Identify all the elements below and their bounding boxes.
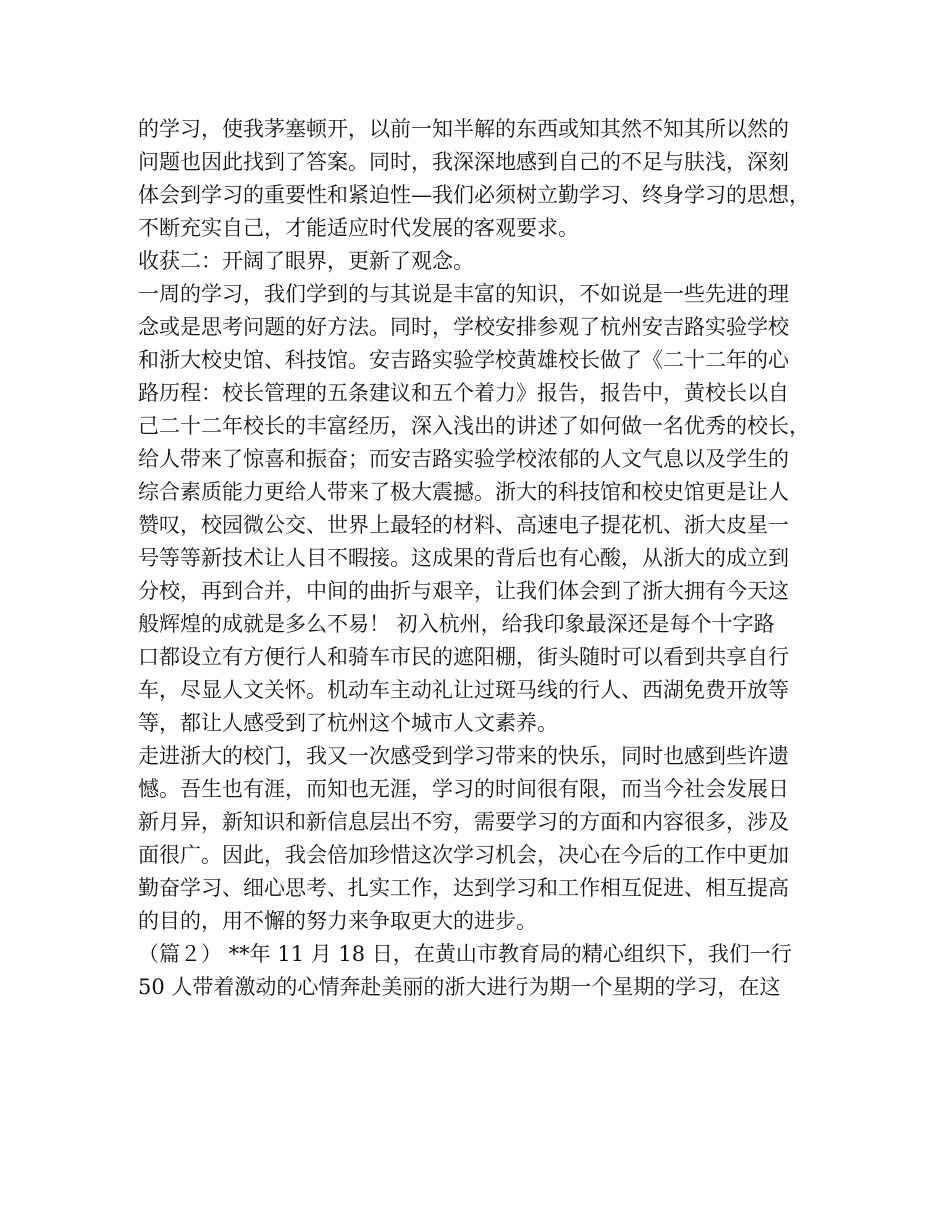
text-line: 等，都让人感受到了杭州这个城市人文素养。 <box>138 711 558 735</box>
paragraph-1 <box>138 113 822 245</box>
paragraph-5 <box>138 938 822 1004</box>
text-line: 问题也因此找到了答案。同时，我深深地感到自己的不足与肤浅，深刻 <box>138 150 789 174</box>
text-line: 己二十二年校长的丰富经历，深入浅出的讲述了如何做一名优秀的校长， <box>138 414 810 438</box>
text-line: 勤奋学习、细心思考、扎实工作，达到学习和工作相互促进、相互提高 <box>138 876 789 900</box>
text-line: 综合素质能力更给人带来了极大震撼。浙大的科技馆和校史馆更是让人 <box>138 480 789 504</box>
document-body <box>138 113 822 1004</box>
text-line: 和浙大校史馆、科技馆。安吉路实验学校黄雄校长做了《二十二年的心 <box>138 348 789 372</box>
text-line: （篇２） **年 11 月 18 日，在黄山市教育局的精心组织下，我们一行 <box>138 942 792 966</box>
text-line: 的学习，使我茅塞顿开，以前一知半解的东西或知其然不知其所以然的 <box>138 117 789 141</box>
paragraph-3 <box>138 278 822 740</box>
text-line: 口都设立有方便行人和骑车市民的遮阳棚，街头随时可以看到共享自行 <box>138 645 789 669</box>
text-line: 收获二：开阔了眼界，更新了观念。 <box>138 249 474 273</box>
text-line: 号等等新技术让人目不暇接。这成果的背后也有心酸，从浙大的成立到 <box>138 546 789 570</box>
text-line: 50 人带着激动的心情奔赴美丽的浙大进行为期一个星期的学习，在这 <box>138 975 781 999</box>
text-line: 给人带来了惊喜和振奋；而安吉路实验学校浓郁的人文气息以及学生的 <box>138 447 789 471</box>
text-line: 路历程：校长管理的五条建议和五个着力》报告，报告中，黄校长以自 <box>138 381 789 405</box>
text-line: 车，尽显人文关怀。机动车主动礼让过斑马线的行人、西湖免费开放等 <box>138 678 789 702</box>
text-line: 走进浙大的校门，我又一次感受到学习带来的快乐，同时也感到些许遗 <box>138 744 789 768</box>
text-line: 新月异，新知识和新信息层出不穷，需要学习的方面和内容很多，涉及 <box>138 810 789 834</box>
text-line: 念或是思考问题的好方法。同时，学校安排参观了杭州安吉路实验学校 <box>138 315 789 339</box>
text-line: 体会到学习的重要性和紧迫性—我们必须树立勤学习、终身学习的思想， <box>138 183 810 207</box>
paragraph-2-heading <box>138 245 822 278</box>
text-line: 憾。吾生也有涯，而知也无涯，学习的时间很有限，而当今社会发展日 <box>138 777 789 801</box>
text-line: 面很广。因此，我会倍加珍惜这次学习机会，决心在今后的工作中更加 <box>138 843 789 867</box>
text-line: 的目的，用不懈的努力来争取更大的进步。 <box>138 909 537 933</box>
text-line: 一周的学习，我们学到的与其说是丰富的知识，不如说是一些先进的理 <box>138 282 789 306</box>
text-line: 般辉煌的成就是多么不易！ 初入杭州，给我印象最深还是每个十字路 <box>138 612 775 636</box>
text-line: 分校，再到合并，中间的曲折与艰辛，让我们体会到了浙大拥有今天这 <box>138 579 789 603</box>
paragraph-4 <box>138 740 822 938</box>
text-line: 赞叹，校园微公交、世界上最轻的材料、高速电子提花机、浙大皮星一 <box>138 513 789 537</box>
text-line: 不断充实自己，才能适应时代发展的客观要求。 <box>138 216 579 240</box>
